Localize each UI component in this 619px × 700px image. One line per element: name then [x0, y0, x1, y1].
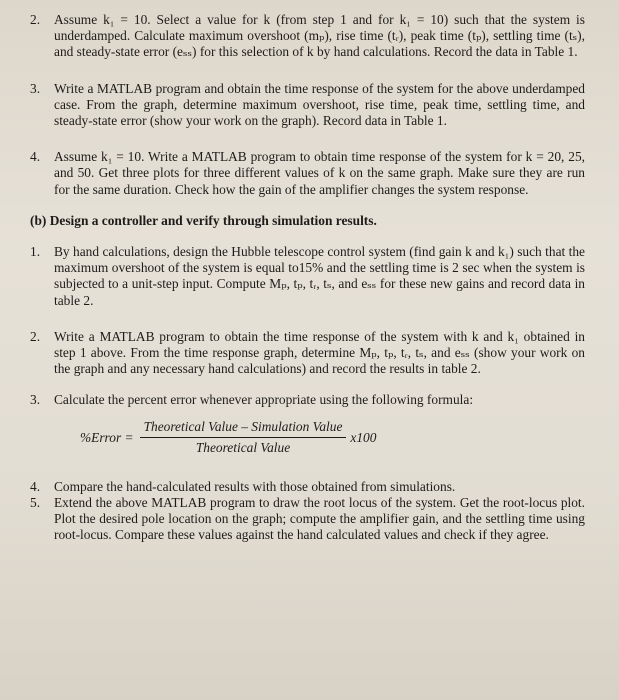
item-number: 1. [30, 244, 41, 260]
item-text: By hand calculations, design the Hubble telescope control system (find gain k and k₁) such that the maximum overshoot of the system is equal to15% and the settling time is 2 sec when the system is subjected to a unit-step input. Compute Mₚ, tₚ, tᵣ, tₛ, and eₛₛ for these new gains and record data in table 2. [54, 244, 585, 308]
item-number: 3. [30, 392, 41, 408]
list-item [30, 392, 585, 408]
list-item [30, 81, 585, 130]
list-item [30, 479, 585, 495]
item-text: Assume k₁ = 10. Write a MATLAB program to obtain time response of the system for k = 20, 25, and 50. Get three plots for three different values of k on the same graph. Make sure they are run for the same duration. Check how the gain of the amplifier changes the system response. [54, 149, 585, 197]
list-item [30, 495, 585, 544]
item-text: Calculate the percent error whenever appropriate using the following formula: [54, 392, 474, 408]
list-item [30, 329, 585, 378]
item-text: Write a MATLAB program and obtain the time response of the system for the above underdamped case. From the graph, determine maximum overshoot, rise time, peak time, settling time, and steady-state error (show your work on the graph). Record data in Table 1. [54, 80, 585, 129]
item-text: Extend the above MATLAB program to draw the root locus of the system. Get the root-locus plot. Plot the desired pole location on the graph; compute the amplifier gain, and the settling time using root-locus. Compare these values against the hand calculated values and check if they agree. [54, 494, 585, 543]
section-heading: (b) Design a controller and verify through simulation results. [30, 212, 377, 228]
item-number: 2. [30, 12, 41, 27]
item-number: 2. [30, 328, 41, 344]
item-text: Write a MATLAB program to obtain the time response of the system with k and k₁ obtained in step 1 above. From the time response graph, determine Mₚ, tₚ, tᵣ, tₛ, and eₛₛ (show your work on the graph and any necessary hand calculations) and record the results in table 2. [54, 328, 585, 377]
item-text: Assume k₁ = 10. Select a value for k (from step 1 and for k₁ = 10) such that the system is underdamped. Calculate maximum overshoot (mₚ), rise time (tᵣ), peak time (tₚ), settling time (tₛ), and steady-state error (eₛₛ) for this selection of k by hand calculations. Record the data in Table 1. [54, 12, 585, 60]
percent-error-formula [80, 409, 585, 467]
formula-numerator: Theoretical Value – Simulation Value [140, 419, 347, 438]
list-item [30, 244, 585, 309]
formula-denominator: Theoretical Value [195, 440, 291, 456]
item-number: 4. [30, 149, 41, 165]
list-item [30, 149, 585, 198]
list-item [30, 12, 585, 61]
formula-lhs: %Error = [80, 429, 134, 445]
formula-fraction [140, 419, 347, 456]
item-number: 3. [30, 80, 41, 96]
item-text: Compare the hand-calculated results with those obtained from simulations. [54, 478, 456, 494]
item-number: 5. [30, 494, 41, 510]
item-number: 4. [30, 478, 41, 494]
formula-multiplier: x100 [350, 429, 377, 445]
